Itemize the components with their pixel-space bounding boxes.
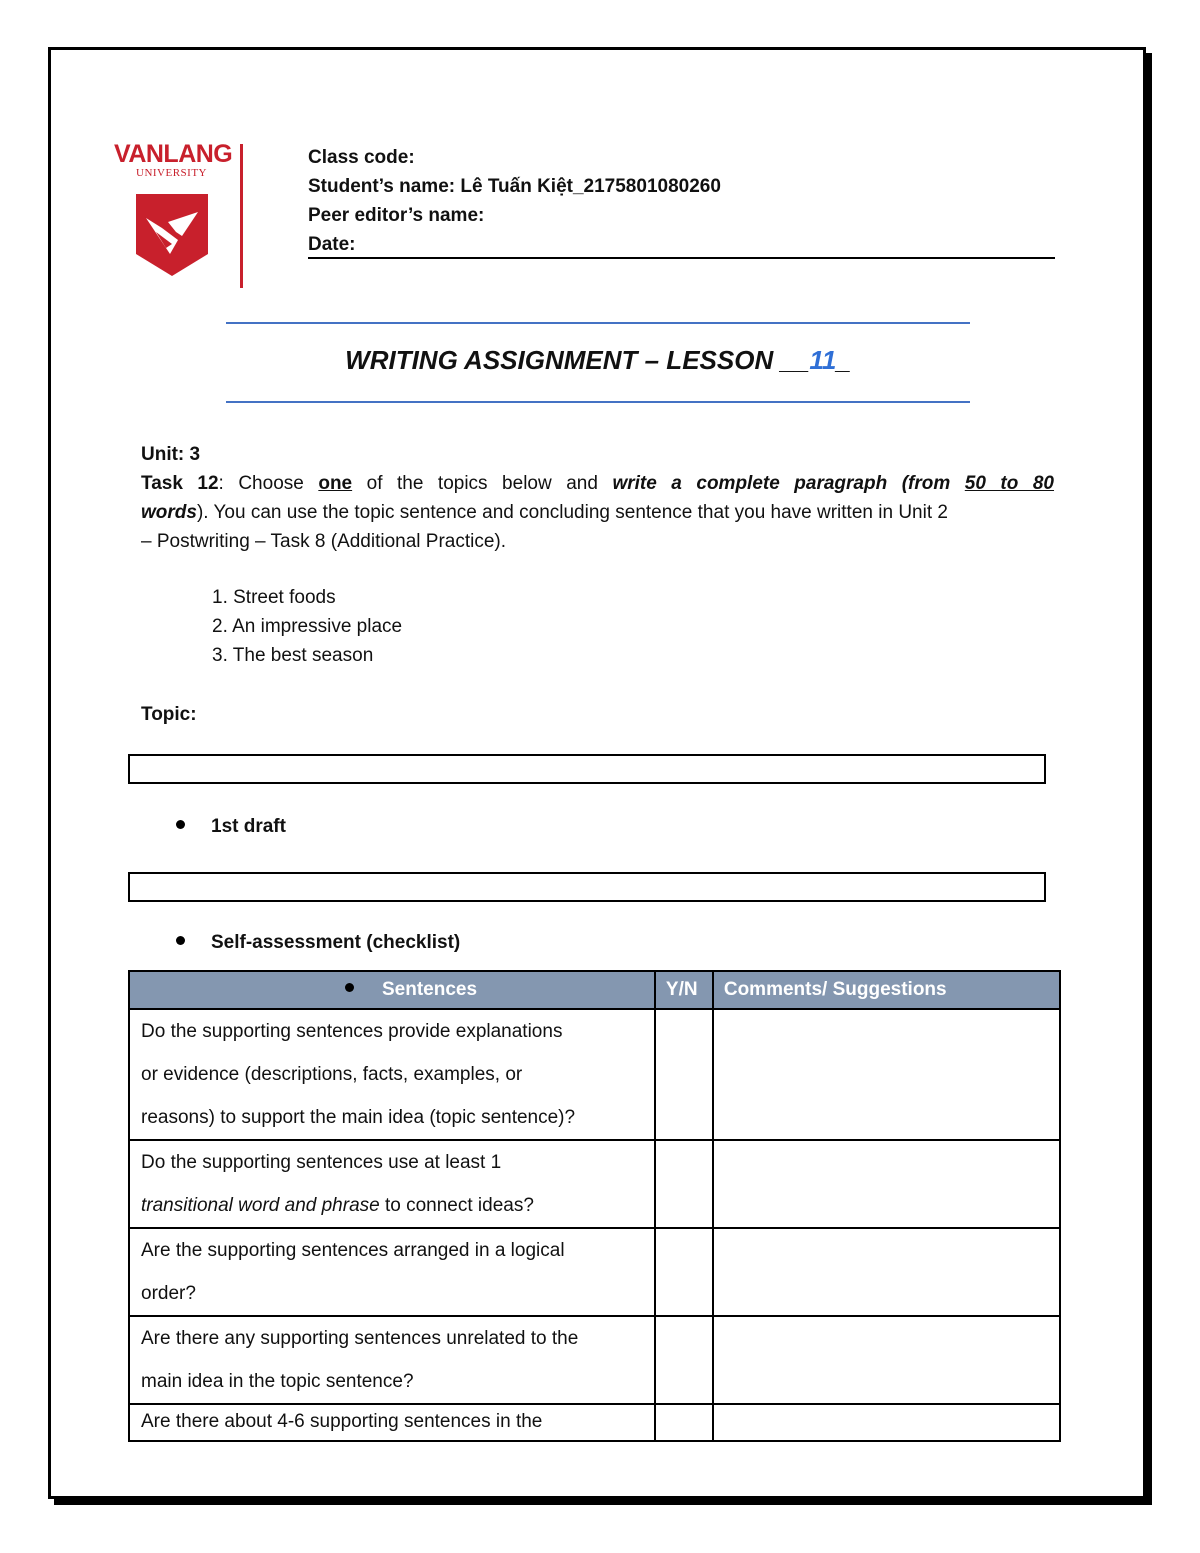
logo-divider <box>240 144 243 288</box>
shield-icon <box>132 192 212 278</box>
task-one: one <box>318 473 353 494</box>
table-row <box>129 1228 1060 1316</box>
logo-wordmark: VANLANG <box>114 140 233 168</box>
bullet-icon <box>176 936 185 945</box>
topic-input-box[interactable] <box>128 754 1046 784</box>
question-cell <box>129 1140 655 1228</box>
checklist-table <box>128 970 1061 1442</box>
question-rest: to connect ideas? <box>379 1195 534 1216</box>
lesson-number: 11 <box>809 345 837 375</box>
draft-heading <box>176 816 286 838</box>
title-prefix: WRITING ASSIGNMENT – LESSON __ <box>345 345 810 375</box>
yn-cell[interactable] <box>655 1316 713 1404</box>
task-label: Task 12 <box>141 473 219 494</box>
question-text: Do the supporting sentences provide explanations <box>141 1021 563 1042</box>
vanlang-logo <box>110 140 250 290</box>
yn-cell[interactable] <box>655 1404 713 1441</box>
task-instruction-line3: – Postwriting – Task 8 (Additional Practice). <box>141 531 507 552</box>
list-item: 3. The best season <box>212 645 374 666</box>
task-range: 50 to 80 <box>964 473 1055 494</box>
table-row <box>129 1316 1060 1404</box>
question-cell <box>129 1228 655 1316</box>
bullet-icon <box>176 820 185 829</box>
comment-cell[interactable] <box>713 1404 1060 1441</box>
question-italic: transitional word and phrase <box>141 1195 380 1216</box>
task-text-2: of the topics below and <box>352 473 613 494</box>
question-text: order? <box>141 1283 196 1304</box>
comment-cell[interactable] <box>713 1140 1060 1228</box>
peer-editor-label: Peer editor’s name: <box>308 205 485 226</box>
yn-cell[interactable] <box>655 1140 713 1228</box>
draft-label: 1st draft <box>211 816 286 837</box>
header-sentences <box>129 971 655 1009</box>
header-info <box>308 143 1054 259</box>
task-text-3: ). You can use the topic sentence and concluding sentence that you have written in Unit 2 <box>196 502 948 523</box>
question-cell <box>129 1009 655 1140</box>
comment-cell[interactable] <box>713 1228 1060 1316</box>
yn-cell[interactable] <box>655 1228 713 1316</box>
comment-cell[interactable] <box>713 1009 1060 1140</box>
table-row <box>129 1404 1060 1441</box>
unit-label: Unit: 3 <box>141 444 201 465</box>
bullet-icon <box>345 983 354 992</box>
draft-input-box[interactable] <box>128 872 1046 902</box>
question-text: Are there about 4-6 supporting sentences in the <box>141 1411 543 1432</box>
question-cell <box>129 1404 655 1441</box>
task-instruction-line2 <box>141 498 1054 527</box>
question-text <box>141 1184 643 1227</box>
task-write: write a complete paragraph (from <box>612 473 965 494</box>
question-text: Are there any supporting sentences unrelated to the <box>141 1328 579 1349</box>
header-sentences-label: Sentences <box>382 979 478 1000</box>
question-text: Do the supporting sentences use at least 1 <box>141 1152 502 1173</box>
logo-subtitle: UNIVERSITY <box>136 167 207 179</box>
header-comments: Comments/ Suggestions <box>713 971 1060 1009</box>
student-name-label: Student’s name: Lê Tuấn Kiệt_2175801080260 <box>308 176 721 197</box>
self-assessment-heading <box>176 932 460 954</box>
self-assessment-label: Self-assessment (checklist) <box>211 932 461 953</box>
list-item: 2. An impressive place <box>212 616 403 637</box>
header-yn: Y/N <box>655 971 713 1009</box>
yn-cell[interactable] <box>655 1009 713 1140</box>
list-item: 1. Street foods <box>212 587 336 608</box>
table-header-row <box>129 971 1060 1009</box>
comment-cell[interactable] <box>713 1316 1060 1404</box>
page-title <box>226 345 970 376</box>
topic-list <box>212 583 402 670</box>
question-cell <box>129 1316 655 1404</box>
topic-label: Topic: <box>141 704 197 725</box>
title-suffix: _ <box>836 345 851 375</box>
question-text: reasons) to support the main idea (topic sentence)? <box>141 1107 576 1128</box>
question-text: main idea in the topic sentence? <box>141 1371 414 1392</box>
header-divider <box>308 257 1055 259</box>
task-words: words <box>141 502 197 523</box>
title-rule-bottom <box>226 401 970 403</box>
title-rule-top <box>226 322 970 324</box>
task-text-1: : Choose <box>218 473 319 494</box>
date-label: Date: <box>308 234 356 255</box>
task-instruction-line1 <box>141 469 1054 498</box>
table-row <box>129 1140 1060 1228</box>
table-row <box>129 1009 1060 1140</box>
question-text: or evidence (descriptions, facts, examples, or <box>141 1064 523 1085</box>
class-code-label: Class code: <box>308 147 415 168</box>
question-text: Are the supporting sentences arranged in a logical <box>141 1240 565 1261</box>
